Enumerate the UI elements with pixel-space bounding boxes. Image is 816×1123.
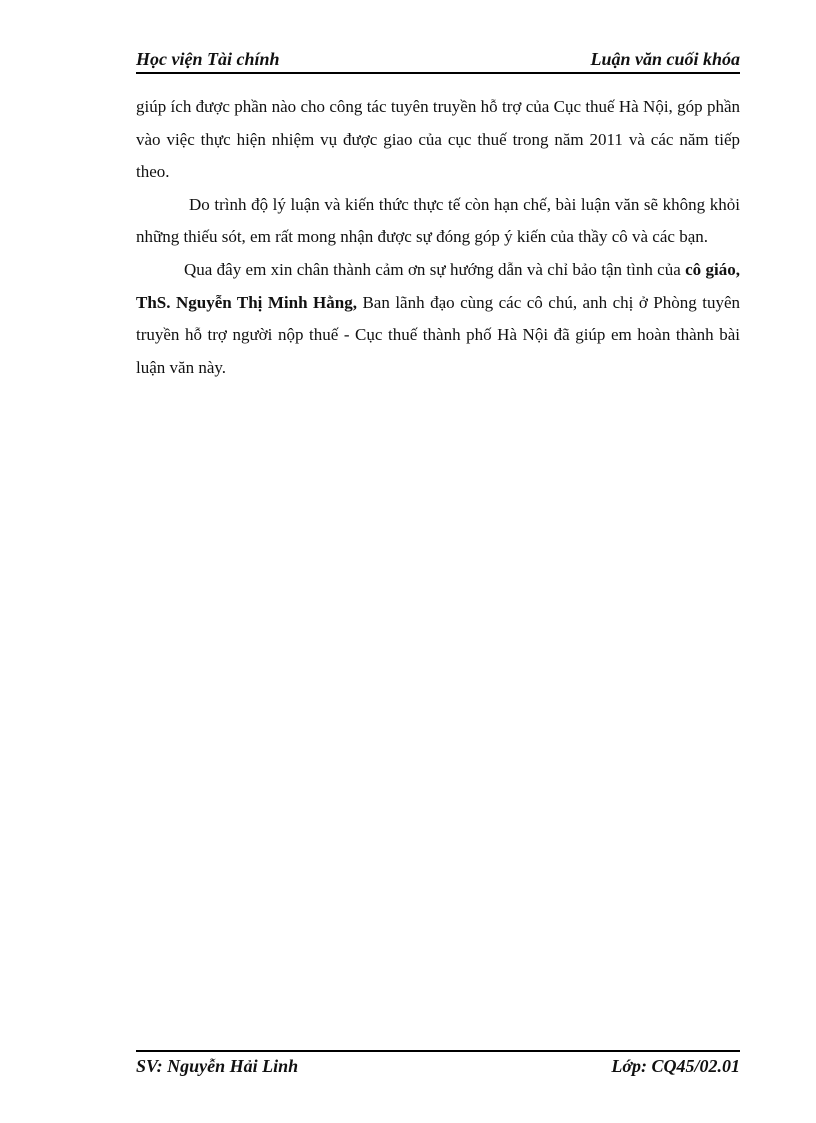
page-header <box>136 50 740 74</box>
paragraph-3-text-a: Qua đây em xin chân thành cảm ơn sự hướng dẫn và chỉ bảo tận tình của <box>184 259 686 279</box>
paragraph-3-advisor: cô giáo, ThS. Nguyễn Thị Minh Hằng, <box>136 259 740 312</box>
footer-student: SV: Nguyễn Hải Linh <box>136 1056 299 1076</box>
paragraph-3-text-b: Ban lãnh đạo cùng các cô chú, anh chị ở Phòng tuyên truyền hỗ trợ người nộp thuế - Cục thuế thành phố Hà Nội đã giúp em hoàn thành bài luận văn này. <box>136 292 741 377</box>
header-institution: Học viện Tài chính <box>136 49 280 69</box>
paragraph-2: Do trình độ lý luận và kiến thức thực tế còn hạn chế, bài luận văn sẽ không khỏi những thiếu sót, em rất mong nhận được sự đóng góp ý kiến của thầy cô và các bạn. <box>136 194 740 247</box>
paragraph-3 <box>136 254 740 384</box>
document-body <box>136 91 740 384</box>
page-footer <box>136 1050 740 1080</box>
footer-class: Lớp: CQ45/02.01 <box>611 1056 740 1076</box>
header-document-type: Luận văn cuối khóa <box>590 49 740 69</box>
paragraph-1: giúp ích được phần nào cho công tác tuyên truyền hỗ trợ của Cục thuế Hà Nội, góp phần vào việc thực hiện nhiệm vụ được giao của cục thuế trong năm 2011 và các năm tiếp theo. <box>136 97 740 182</box>
